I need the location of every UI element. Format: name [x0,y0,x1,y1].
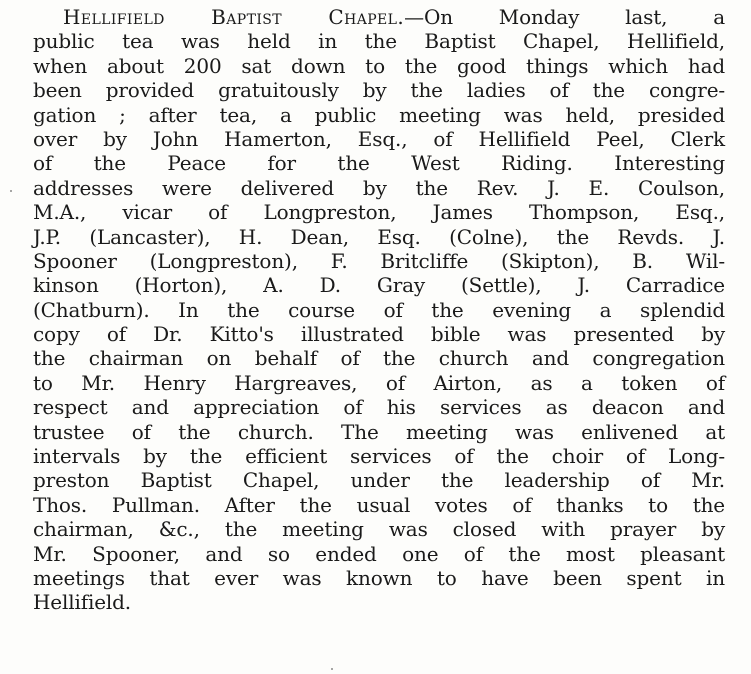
article-line-9: M.A., vicar of Longpreston, James Thompson, Esq., [33,200,725,225]
article-line-4: been provided gratuitously by the ladies of the congre- [33,78,725,103]
article-line-25: Hellifield. [33,590,132,615]
article-line-24: meetings that ever was known to have been spent in [33,565,725,590]
article-line-16: to Mr. Henry Hargreaves, of Airton, as a token of [33,370,725,395]
article-line-6: over by John Hamerton, Esq., of Hellifield Peel, Clerk [33,126,725,151]
article-line-18: trustee of the church. The meeting was enlivened at [33,419,725,444]
article-line-17: respect and appreciation of his services as deacon and [33,395,725,420]
article-line-14: copy of Dr. Kitto's illustrated bible was presented by [33,322,725,347]
article-line-10: J.P. (Lancaster), H. Dean, Esq. (Colne), the Revds. J. [33,224,725,249]
article-line-13: (Chatburn). In the course of the evening a splendid [33,297,725,322]
article-headline: Hellifield Baptist Chapel. [63,5,405,29]
article-line-15: the chairman on behalf of the church and congregation [33,346,725,371]
article-line-11: Spooner (Longpreston), F. Britcliffe (Skipton), B. Wil- [33,248,725,273]
article-line-12: kinson (Horton), A. D. Gray (Settle), J. Carradice [33,273,725,298]
article-line-3: when about 200 sat down to the good things which had [33,53,725,78]
article-line-21: Thos. Pullman. After the usual votes of thanks to the [33,492,725,517]
article-body [33,5,725,615]
article-line-8: addresses were delivered by the Rev. J. E. Coulson, [33,175,725,200]
article-line-7: of the Peace for the West Riding. Interesting [33,151,725,176]
article-line-5: gation ; after tea, a public meeting was held, presided [33,102,725,127]
article-line-22: chairman, &c., the meeting was closed with prayer by [33,517,725,542]
article-line-19: intervals by the efficient services of the choir of Long- [33,444,725,469]
print-speck [10,190,12,192]
article-line-2: public tea was held in the Baptist Chapel, Hellifield, [33,29,725,54]
article-line-20: preston Baptist Chapel, under the leadership of Mr. [33,468,725,493]
article-line-1: Hellifield Baptist Chapel.—On Monday last, a [63,5,725,29]
article-line-23: Mr. Spooner, and so ended one of the most pleasant [33,541,725,566]
print-speck [331,668,333,670]
